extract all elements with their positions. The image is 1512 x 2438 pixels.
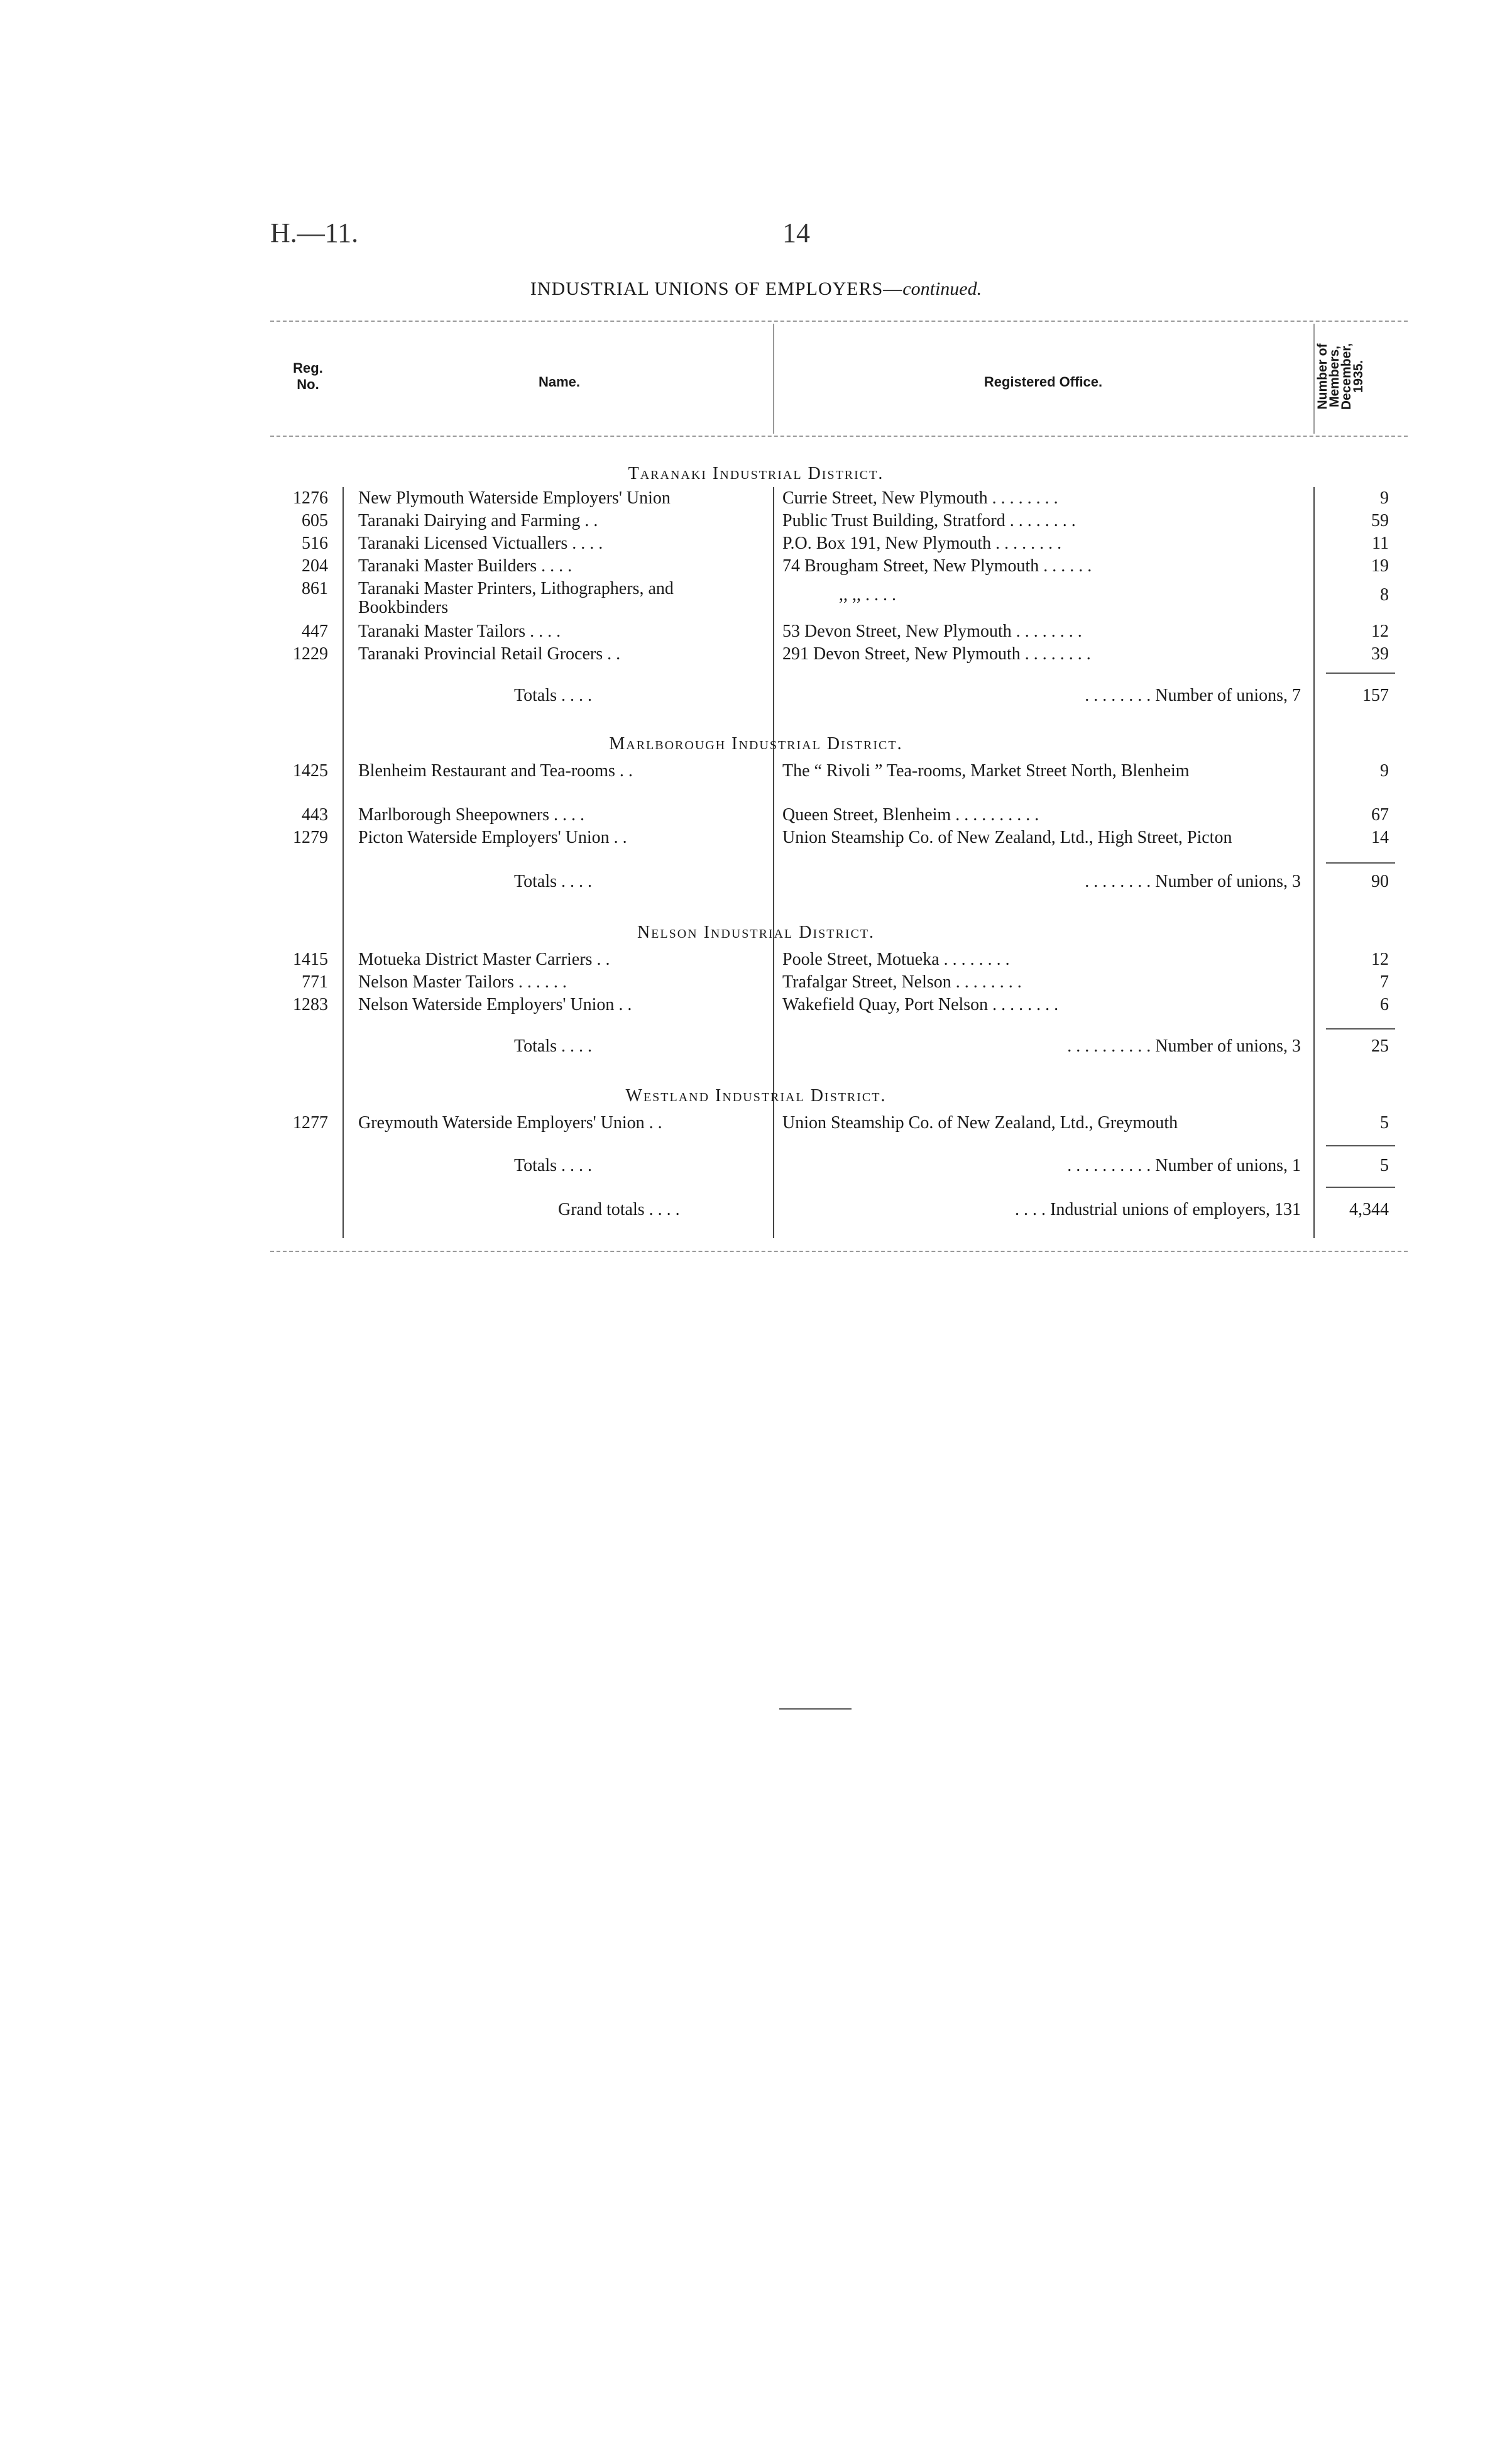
union-name: Motueka District Master Carriers . . xyxy=(358,950,610,969)
registered-office: Poole Street, Motueka . . . . . . . . xyxy=(782,950,1010,969)
union-name: Taranaki Master Printers, Lithographers, and Bookbinders xyxy=(358,579,674,617)
reg-no: 1229 xyxy=(293,644,328,664)
totals-summary: . . . . . . . . . . Number of unions, 3 xyxy=(1067,1036,1301,1056)
totals-members: 90 xyxy=(1371,872,1389,891)
page-end-rule xyxy=(779,1708,852,1710)
registered-office: Union Steamship Co. of New Zealand, Ltd., High Street, Picton xyxy=(782,828,1232,847)
registered-office: Currie Street, New Plymouth . . . . . . . . xyxy=(782,488,1058,508)
union-name: Taranaki Dairying and Farming . . xyxy=(358,511,598,530)
registered-office: Union Steamship Co. of New Zealand, Ltd., Greymouth xyxy=(782,1113,1178,1133)
registered-office: Wakefield Quay, Port Nelson . . . . . . . . xyxy=(782,995,1059,1014)
header-registered-office: Registered Office. xyxy=(983,374,1103,390)
column-divider-reg xyxy=(342,487,344,1238)
reg-no: 204 xyxy=(302,556,328,576)
subtotal-rule xyxy=(1326,673,1395,674)
section-title-nelson: Nelson Industrial District. xyxy=(637,923,875,942)
member-count: 5 xyxy=(1380,1113,1389,1133)
grand-totals-members: 4,344 xyxy=(1349,1200,1389,1219)
member-count: 7 xyxy=(1380,972,1389,992)
reg-no: 1425 xyxy=(293,761,328,781)
registered-office: Public Trust Building, Stratford . . . . . . . . xyxy=(782,511,1076,530)
page-number: 14 xyxy=(782,217,810,248)
reg-no: 443 xyxy=(302,805,328,825)
totals-label: Totals . . . . xyxy=(514,1156,593,1175)
totals-label: Totals . . . . xyxy=(514,872,593,891)
registered-office: Trafalgar Street, Nelson . . . . . . . . xyxy=(782,972,1022,992)
reg-no: 1415 xyxy=(293,950,328,969)
union-name: Taranaki Provincial Retail Grocers . . xyxy=(358,644,621,664)
header-divider-members xyxy=(1313,324,1315,434)
reg-no: 447 xyxy=(302,622,328,641)
header-name: Name. xyxy=(538,374,581,390)
totals-members: 5 xyxy=(1380,1156,1389,1175)
reg-no: 861 xyxy=(302,579,328,598)
union-name: Taranaki Master Tailors . . . . xyxy=(358,622,561,641)
page-reference: H.—11. xyxy=(270,217,359,248)
subtotal-rule xyxy=(1326,1145,1395,1146)
registered-office: 291 Devon Street, New Plymouth . . . . . . . . xyxy=(782,644,1091,664)
member-count: 39 xyxy=(1371,644,1389,664)
column-divider-members xyxy=(1313,487,1315,1238)
union-name: Greymouth Waterside Employers' Union . . xyxy=(358,1113,662,1133)
section-title-taranaki: Taranaki Industrial District. xyxy=(628,464,884,483)
grand-totals-label: Grand totals . . . . xyxy=(558,1200,680,1219)
grand-totals-summary: . . . . Industrial unions of employers, 131 xyxy=(1015,1200,1301,1219)
reg-no: 605 xyxy=(302,511,328,530)
column-divider-office xyxy=(773,487,774,1238)
reg-no: 1279 xyxy=(293,828,328,847)
grand-total-rule xyxy=(1326,1187,1395,1188)
union-name: Nelson Waterside Employers' Union . . xyxy=(358,995,632,1014)
reg-no: 771 xyxy=(302,972,328,992)
totals-summary: . . . . . . . . Number of unions, 3 xyxy=(1085,872,1301,891)
registered-office: ,, ,, . . . . xyxy=(839,585,896,605)
registered-office: Queen Street, Blenheim . . . . . . . . . . xyxy=(782,805,1039,825)
totals-summary: . . . . . . . . Number of unions, 7 xyxy=(1085,686,1301,705)
registered-office: P.O. Box 191, New Plymouth . . . . . . . . xyxy=(782,534,1062,553)
member-count: 12 xyxy=(1371,622,1389,641)
subtotal-rule xyxy=(1326,862,1395,864)
section-title-westland: Westland Industrial District. xyxy=(625,1086,887,1106)
union-name: Nelson Master Tailors . . . . . . xyxy=(358,972,567,992)
union-name: Taranaki Licensed Victuallers . . . . xyxy=(358,534,603,553)
union-name: Blenheim Restaurant and Tea-rooms . . xyxy=(358,761,633,781)
table-top-rule xyxy=(270,321,1408,322)
registered-office: 53 Devon Street, New Plymouth . . . . . . . . xyxy=(782,622,1082,641)
table-bottom-rule xyxy=(270,1251,1408,1252)
member-count: 9 xyxy=(1380,761,1389,781)
reg-no: 516 xyxy=(302,534,328,553)
table-title: INDUSTRIAL UNIONS OF EMPLOYERS—continued. xyxy=(530,278,982,299)
subtotal-rule xyxy=(1326,1028,1395,1030)
member-count: 14 xyxy=(1371,828,1389,847)
union-name: Picton Waterside Employers' Union . . xyxy=(358,828,627,847)
registered-office: 74 Brougham Street, New Plymouth . . . . . . xyxy=(782,556,1092,576)
union-name: New Plymouth Waterside Employers' Union xyxy=(358,488,671,508)
member-count: 67 xyxy=(1371,805,1389,825)
union-name: Taranaki Master Builders . . . . xyxy=(358,556,572,576)
header-members: Number of Members, December, 1935. xyxy=(1315,343,1366,410)
totals-label: Totals . . . . xyxy=(514,1036,593,1056)
member-count: 19 xyxy=(1371,556,1389,576)
member-count: 12 xyxy=(1371,950,1389,969)
header-reg-no: Reg. No. xyxy=(293,360,323,392)
member-count: 11 xyxy=(1372,534,1389,553)
header-bottom-rule xyxy=(270,436,1408,437)
totals-members: 25 xyxy=(1371,1036,1389,1056)
member-count: 9 xyxy=(1380,488,1389,508)
section-title-marlborough: Marlborough Industrial District. xyxy=(609,734,903,754)
registered-office: The “ Rivoli ” Tea-rooms, Market Street North, Blenheim xyxy=(782,761,1190,781)
reg-no: 1277 xyxy=(293,1113,328,1133)
reg-no: 1276 xyxy=(293,488,328,508)
member-count: 59 xyxy=(1371,511,1389,530)
union-name: Marlborough Sheepowners . . . . xyxy=(358,805,585,825)
totals-label: Totals . . . . xyxy=(514,686,593,705)
member-count: 8 xyxy=(1380,585,1389,605)
totals-summary: . . . . . . . . . . Number of unions, 1 xyxy=(1067,1156,1301,1175)
totals-members: 157 xyxy=(1362,686,1389,705)
reg-no: 1283 xyxy=(293,995,328,1014)
member-count: 6 xyxy=(1380,995,1389,1014)
